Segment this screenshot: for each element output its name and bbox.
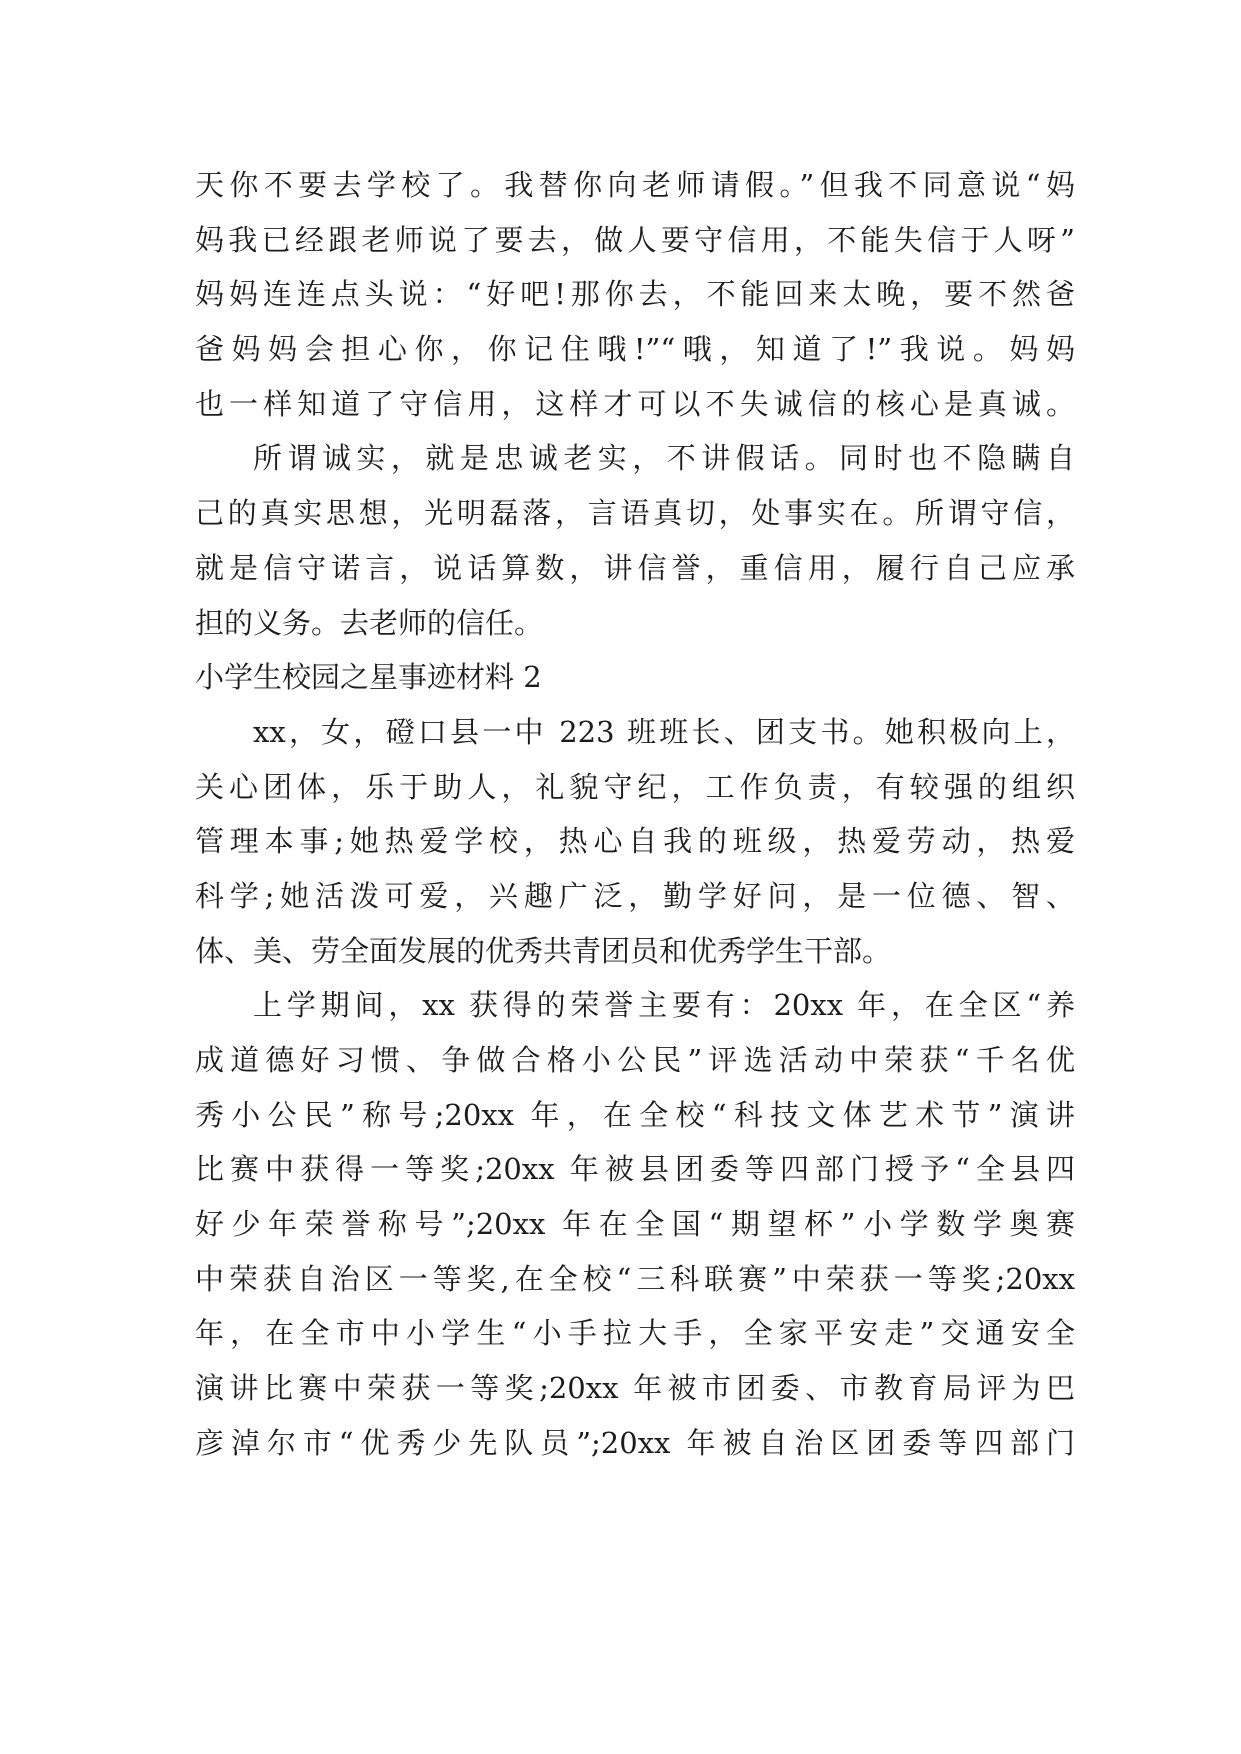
text-line: 也一样知道了守信用，这样才可以不失诚信的核心是真诚。 bbox=[195, 386, 1075, 421]
text-line: 天你不要去学校了。我替你向老师请假。”但我不同意说“妈 bbox=[195, 168, 1075, 202]
text-line: 成道德好习惯、争做合格小公民”评选活动中荣获“千名优 bbox=[195, 1043, 1075, 1077]
text-line: 中荣获自治区一等奖,在全校“三科联赛”中荣获一等奖;20xx bbox=[195, 1261, 1075, 1296]
paragraph bbox=[195, 431, 1075, 650]
paragraph bbox=[195, 978, 1075, 1470]
text-line: 科学;她活泼可爱，兴趣广泛，勤学好问，是一位德、智、 bbox=[195, 878, 1075, 913]
text-line: 上学期间，xx 获得的荣誉主要有：20xx 年，在全区“养 bbox=[253, 988, 1075, 1023]
text-line: 年，在全市中小学生“小手拉大手，全家平安走”交通安全 bbox=[195, 1316, 1075, 1351]
text-line: 演讲比赛中荣获一等奖;20xx 年被市团委、市教育局评为巴 bbox=[195, 1371, 1075, 1406]
document-body bbox=[195, 158, 1075, 1471]
text-line: 体、美、劳全面发展的优秀共青团员和优秀学生干部。 bbox=[195, 933, 892, 968]
text-line: 爸妈妈会担心你，你记住哦!”“哦，知道了!”我说。妈妈 bbox=[195, 332, 1075, 367]
text-line: 好少年荣誉称号”;20xx 年在全国“期望杯”小学数学奥赛 bbox=[195, 1207, 1075, 1242]
text-line: 妈妈连连点头说：“好吧!那你去，不能回来太晚，要不然爸 bbox=[195, 277, 1075, 312]
text-line: 所谓诚实，就是忠诚老实，不讲假话。同时也不隐瞒自 bbox=[253, 441, 1075, 476]
text-line: 彦淖尔市“优秀少先队员”;20xx 年被自治区团委等四部门 bbox=[195, 1425, 1075, 1460]
text-line: 担的义务。去老师的信任。 bbox=[195, 605, 544, 640]
text-line: 秀小公民”称号;20xx 年，在全校“科技文体艺术节”演讲 bbox=[195, 1097, 1075, 1132]
text-line: 比赛中获得一等奖;20xx 年被县团委等四部门授予“全县四 bbox=[195, 1152, 1075, 1187]
text-line: 就是信守诺言，说话算数，讲信誉，重信用，履行自己应承 bbox=[195, 550, 1075, 585]
text-line: 管理本事;她热爱学校，热心自我的班级，热爱劳动，热爱 bbox=[195, 824, 1075, 859]
text-line: 妈我已经跟老师说了要去，做人要守信用，不能失信于人呀” bbox=[195, 222, 1075, 257]
text-line: 己的真实思想，光明磊落，言语真切，处事实在。所谓守信， bbox=[195, 496, 1075, 531]
text-line: xx，女，磴口县一中 223 班班长、团支书。她积极向上， bbox=[253, 714, 1075, 749]
paragraph bbox=[195, 705, 1075, 978]
text-line: 关心团体，乐于助人，礼貌守纪，工作负责，有较强的组织 bbox=[195, 769, 1075, 804]
section-heading: 小学生校园之星事迹材料 2 bbox=[195, 660, 542, 695]
paragraph bbox=[195, 158, 1075, 431]
